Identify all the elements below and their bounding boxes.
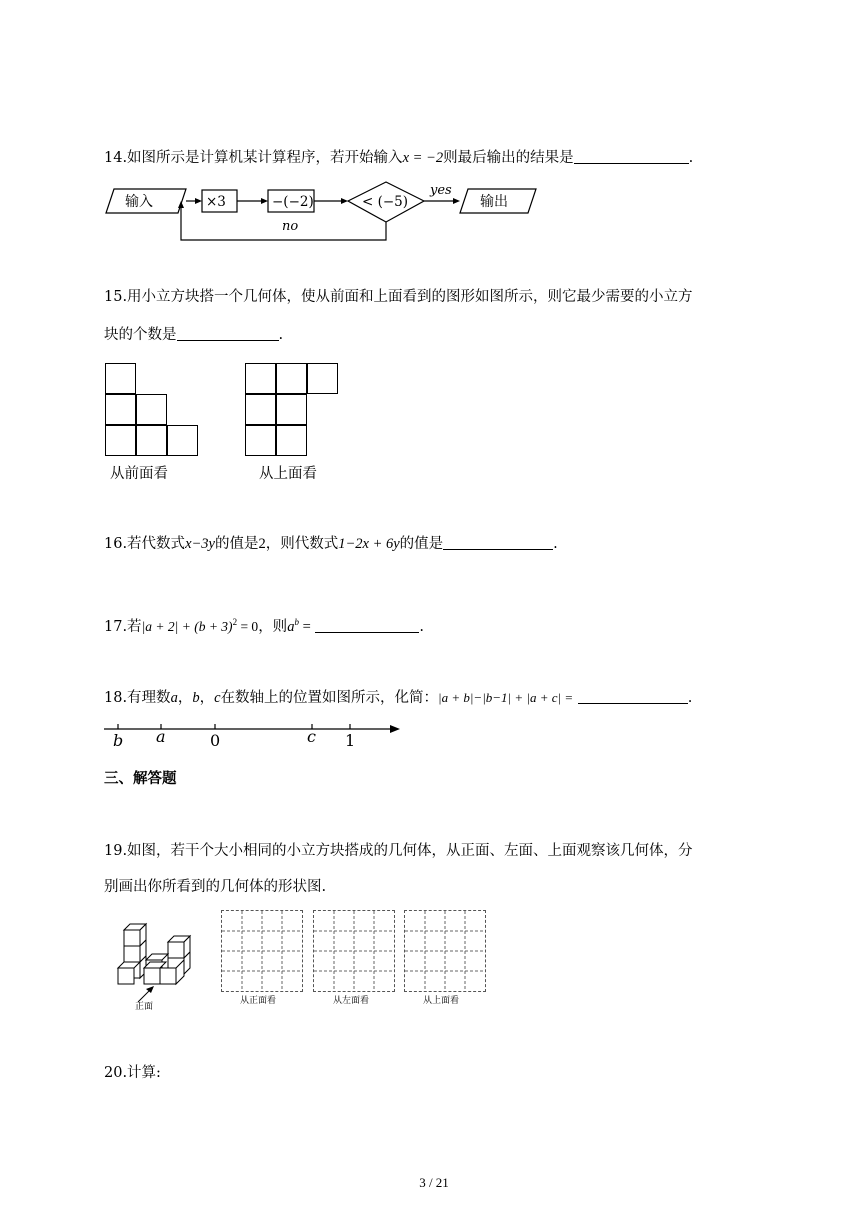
- q17-text-2: ，则: [258, 618, 288, 635]
- question-18: [104, 688, 692, 708]
- flow-condition-label: < (−5): [362, 194, 409, 210]
- q18-var-c: c: [214, 690, 221, 706]
- q17-exponent-b: b: [294, 617, 299, 627]
- axis-label-c: c: [307, 727, 316, 746]
- q17-eq-zero: = 0: [237, 618, 259, 634]
- q17-text-1: 17.若: [104, 618, 142, 635]
- question-19-line1: 19.如图，若干个大小相同的小立方块搭成的几何体，从正面、左面、上面观察该几何体，分: [104, 843, 693, 859]
- q17-equals: =: [298, 618, 311, 635]
- question-16: [104, 534, 558, 554]
- flowchart-14: [100, 180, 550, 246]
- q14-math: x = −2: [402, 150, 444, 166]
- answer-grid-left: [313, 910, 395, 992]
- q16-end: .: [553, 536, 558, 552]
- q15-end: .: [278, 327, 284, 343]
- q18-sep-2: ，: [199, 690, 215, 706]
- q18-var-a: a: [170, 690, 178, 706]
- q16-text-4: 的值是: [399, 536, 444, 552]
- question-20: 20.计算:: [104, 1065, 161, 1081]
- q16-text-3: ，则代数式: [265, 536, 339, 552]
- answer-blank-17: [315, 618, 419, 633]
- q15-line2-text: 块的个数是: [104, 327, 177, 343]
- q18-text-1: 18.有理数: [104, 690, 171, 706]
- q17-base-a: a: [287, 618, 295, 635]
- question-15-line1: 15.用小立方块搭一个几何体，使从前面和上面看到的图形如图所示，则它最少需要的小立方: [104, 289, 693, 305]
- q14-text-suffix: 则最后输出的结果是: [443, 150, 574, 166]
- grid-label-front: 从正面看: [240, 996, 277, 1006]
- question-17: [104, 612, 424, 637]
- cube-figure-19: [108, 918, 206, 1014]
- axis-label-a: a: [156, 727, 166, 746]
- q17-exponent: 2: [232, 617, 238, 627]
- q17-end: .: [419, 618, 424, 635]
- answer-blank-18: [578, 689, 688, 704]
- q16-text-2: 的值是: [214, 536, 259, 552]
- flow-no-label: no: [282, 219, 299, 234]
- q17-expr: |a + 2| + (b + 3): [141, 618, 233, 634]
- axis-label-one: 1: [345, 731, 356, 750]
- flow-times3-label: ×3: [206, 194, 226, 210]
- answer-grid-front: [221, 910, 303, 992]
- section-heading: 三、解答题: [104, 771, 177, 787]
- front-direction-label: 正面: [135, 1002, 154, 1012]
- question-15-line2: [104, 325, 283, 345]
- answer-blank-16: [443, 535, 553, 550]
- question-19-line2: 别画出你所看到的几何体的形状图.: [104, 879, 327, 895]
- answer-grid-top: [404, 910, 486, 992]
- top-view-label: 从上面看: [259, 466, 317, 482]
- flow-yes-label: yes: [430, 183, 452, 198]
- q18-var-b: b: [192, 690, 200, 706]
- question-14: [104, 148, 693, 168]
- q16-text-1: 16.若代数式: [104, 536, 186, 552]
- flow-input-label: 输入: [125, 194, 153, 210]
- page-number: 3 / 21: [419, 1175, 449, 1190]
- front-view-label: 从前面看: [110, 466, 168, 482]
- axis-label-b: b: [113, 731, 124, 750]
- q14-text-prefix: 14.如图所示是计算机某计算程序，若开始输入: [104, 150, 403, 166]
- q16-value: 2: [258, 536, 266, 552]
- grid-label-top: 从上面看: [423, 996, 460, 1006]
- number-line-18: [100, 716, 405, 750]
- answer-blank-15: [177, 326, 279, 341]
- q18-text-2: 在数轴上的位置如图所示，化简：: [220, 690, 438, 706]
- answer-blank-14: [574, 149, 689, 164]
- grid-label-left: 从左面看: [333, 996, 370, 1006]
- q14-end: .: [688, 150, 694, 166]
- flow-minus-label: −(−2): [272, 194, 314, 210]
- flow-output-label: 输出: [480, 194, 508, 210]
- q18-expr: |a + b|−|b−1| + |a + c| =: [438, 690, 574, 705]
- q16-expr1: x−3y: [185, 536, 215, 552]
- q16-expr2: 1−2x + 6y: [338, 536, 400, 552]
- q18-end: .: [687, 690, 693, 706]
- q18-sep-1: ，: [177, 690, 193, 706]
- axis-label-zero: 0: [210, 731, 221, 750]
